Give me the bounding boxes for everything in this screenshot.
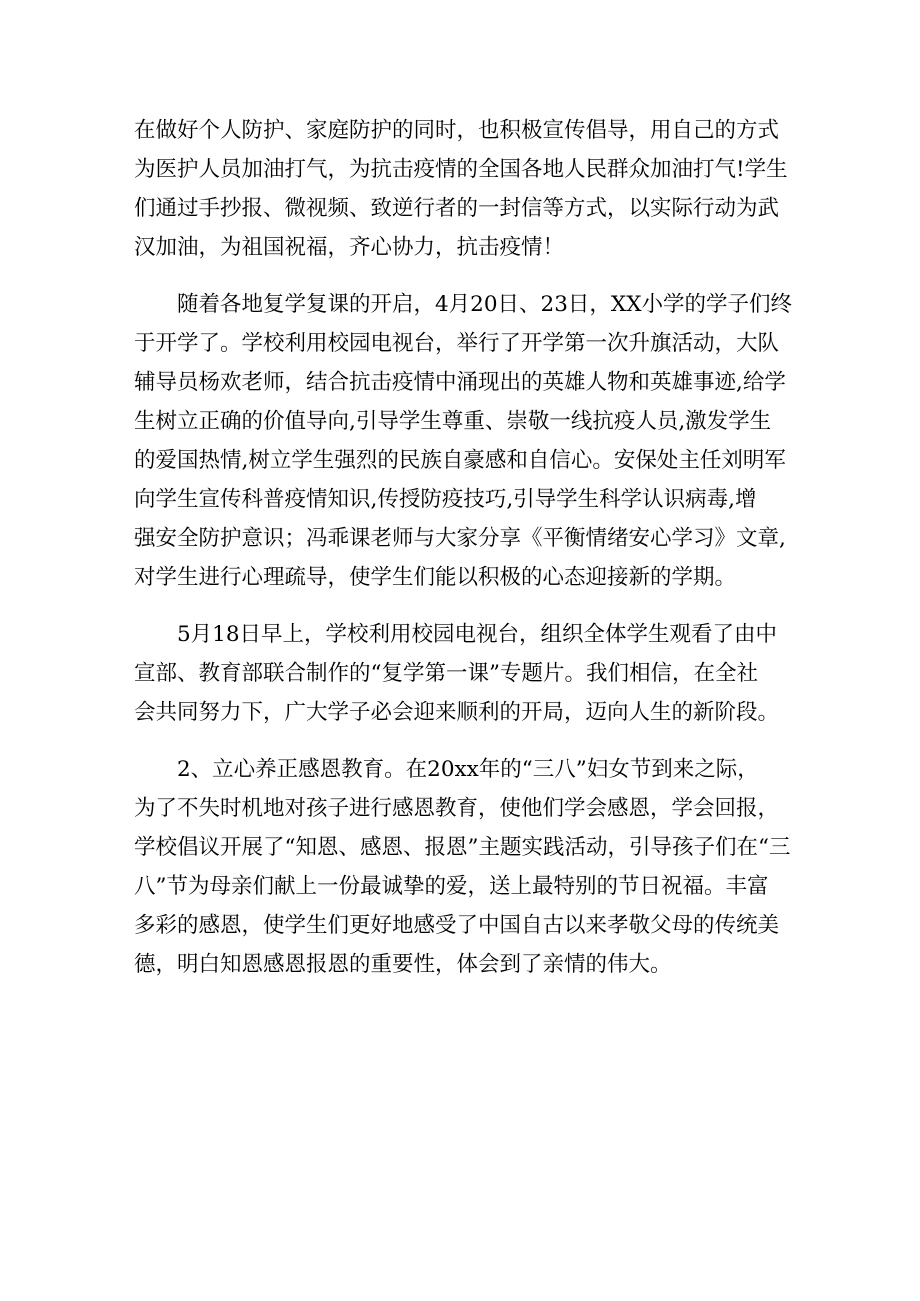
- text-line: 的爱国热情,树立学生强烈的民族自豪感和自信心。安保处主任刘明军: [134, 448, 786, 473]
- paragraph-2: [134, 285, 793, 597]
- text-line: 辅导员杨欢老师，结合抗击疫情中涌现出的英雄人物和英雄事迹,给学: [134, 370, 786, 395]
- text-line: 学校倡议开展了“知恩、感恩、报恩”主题实践活动，引导孩子们在“三: [134, 835, 791, 860]
- text-line: 会共同努力下，广大学子必会迎来顺利的开局，迈向人生的新阶段。: [134, 700, 780, 725]
- paragraph-1: [134, 111, 789, 267]
- text-line: 5月18日早上，学校利用校园电视台，组织全体学生观看了由中: [177, 622, 778, 647]
- text-line: 强安全防护意识；冯乖课老师与大家分享《平衡情绪安心学习》文章,: [134, 526, 786, 551]
- text-line: 为医护人员加油打气，为抗击疫情的全国各地人民群众加油打气!学生: [134, 157, 788, 182]
- text-line: 于开学了。学校利用校园电视台，举行了开学第一次升旗活动，大队: [134, 331, 780, 356]
- text-line: 随着各地复学复课的开启，4月20日、23日，XX小学的学子们终: [177, 292, 793, 317]
- text-line: 八”节为母亲们献上一份最诚挚的爱，送上最特别的节日祝福。丰富: [134, 874, 769, 899]
- paragraph-3: [134, 615, 789, 732]
- text-line: 生树立正确的价值导向,引导学生尊重、崇敬一线抗疫人员,激发学生: [134, 409, 772, 434]
- text-line: 为了不失时机地对孩子进行感恩教育，使他们学会感恩，学会回报，: [134, 796, 780, 821]
- text-line: 2、立心养正感恩教育。在20xx年的“三八”妇女节到来之际，: [177, 757, 759, 782]
- text-line: 汉加油，为祖国祝福，齐心协力，抗击疫情！: [134, 235, 565, 260]
- text-line: 在做好个人防护、家庭防护的同时，也积极宣传倡导，用自己的方式: [134, 118, 780, 143]
- text-line: 德，明白知恩感恩报恩的重要性，体会到了亲情的伟大。: [134, 952, 672, 977]
- document-body: [134, 111, 793, 1002]
- paragraph-4: [134, 750, 789, 984]
- text-line: 对学生进行心理疏导，使学生们能以积极的心态迎接新的学期。: [134, 565, 737, 590]
- text-line: 宣部、教育部联合制作的“复学第一课”专题片。我们相信，在全社: [134, 661, 758, 686]
- text-line: 向学生宣传科普疫情知识,传授防疫技巧,引导学生科学认识病毒,增: [134, 487, 757, 512]
- text-line: 们通过手抄报、微视频、致逆行者的一封信等方式，以实际行动为武: [134, 196, 780, 221]
- text-line: 多彩的感恩，使学生们更好地感受了中国自古以来孝敬父母的传统美: [134, 913, 780, 938]
